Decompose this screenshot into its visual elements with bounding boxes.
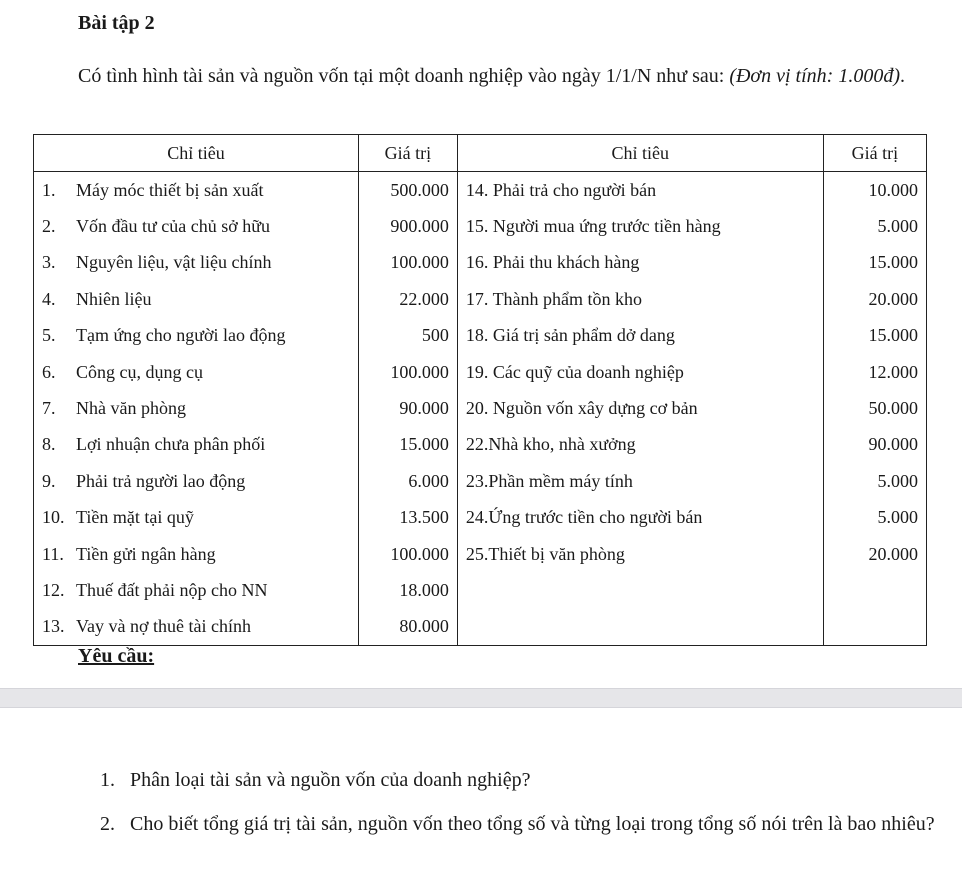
item-name-left: [34, 172, 359, 209]
item-label: Nguyên liệu, vật liệu chính: [76, 252, 272, 273]
item-value-left: 13.500: [358, 500, 457, 536]
item-value-right: 20.000: [823, 281, 926, 317]
item-number: 6.: [42, 361, 56, 382]
item-value-right: 5.000: [823, 463, 926, 499]
item-value-right: 20.000: [823, 536, 926, 572]
item-label: Phải trả người lao động: [76, 470, 246, 491]
item-name-right: 18. Giá trị sản phẩm dở dang: [457, 318, 823, 354]
item-name-left: [34, 427, 359, 463]
item-name-left: [34, 354, 359, 390]
item-label: Công cụ, dụng cụ: [76, 361, 203, 382]
item-name-right: 15. Người mua ứng trước tiền hàng: [457, 208, 823, 244]
item-name-right: 14. Phải trả cho người bán: [457, 172, 823, 209]
item-label: Vay và nợ thuê tài chính: [76, 616, 251, 637]
item-value-right: 10.000: [823, 172, 926, 209]
header-value-2: Giá trị: [823, 135, 926, 172]
item-value-left: 100.000: [358, 536, 457, 572]
table-row: [34, 463, 927, 499]
table-row: [34, 172, 927, 209]
table-row: [34, 281, 927, 317]
intro-text: Có tình hình tài sản và nguồn vốn tại một doanh nghiệp vào ngày 1/1/N như sau:: [78, 65, 730, 87]
intro-paragraph: [78, 55, 948, 97]
item-name-left: [34, 390, 359, 426]
table-row: [34, 572, 927, 608]
item-name-left: [34, 318, 359, 354]
item-label: Nhiên liệu: [76, 288, 152, 309]
question-item: [90, 758, 940, 802]
question-number: 1.: [100, 769, 115, 791]
assets-table: [33, 134, 927, 646]
requirements-list: [90, 758, 940, 846]
item-name-right: 25.Thiết bị văn phòng: [457, 536, 823, 572]
table-row: [34, 245, 927, 281]
table-row: [34, 427, 927, 463]
item-name-right: 19. Các quỹ của doanh nghiệp: [457, 354, 823, 390]
header-item-2: Chỉ tiêu: [457, 135, 823, 172]
item-number: 4.: [42, 288, 56, 309]
item-label: Tiền mặt tại quỹ: [76, 507, 194, 528]
item-value-right: [823, 609, 926, 646]
item-value-left: 15.000: [358, 427, 457, 463]
question-number: 2.: [100, 813, 115, 835]
header-value-1: Giá trị: [358, 135, 457, 172]
item-number: 9.: [42, 470, 56, 491]
unit-note: (Đơn vị tính: 1.000đ): [729, 65, 900, 87]
table-row: [34, 208, 927, 244]
item-name-right: 20. Nguồn vốn xây dựng cơ bản: [457, 390, 823, 426]
item-name-left: [34, 463, 359, 499]
item-value-right: 50.000: [823, 390, 926, 426]
item-label: Lợi nhuận chưa phân phối: [76, 434, 266, 455]
intro-end: .: [899, 65, 905, 87]
item-name-right: 23.Phần mềm máy tính: [457, 463, 823, 499]
item-name-left: [34, 208, 359, 244]
item-value-left: 500.000: [358, 172, 457, 209]
table-row: [34, 390, 927, 426]
table-row: [34, 500, 927, 536]
item-value-right: 15.000: [823, 318, 926, 354]
item-number: 2.: [42, 216, 56, 237]
item-value-right: 12.000: [823, 354, 926, 390]
exercise-title: Bài tập 2: [78, 12, 155, 34]
item-number: 12.: [42, 579, 65, 600]
question-text: Phân loại tài sản và nguồn vốn của doanh nghiệp?: [130, 769, 531, 791]
item-name-right: 22.Nhà kho, nhà xưởng: [457, 427, 823, 463]
table-header-row: [34, 135, 927, 172]
item-name-right: 17. Thành phẩm tồn kho: [457, 281, 823, 317]
requirements-heading: Yêu cầu:: [78, 645, 155, 667]
item-label: Tạm ứng cho người lao động: [76, 325, 286, 346]
page-separator: [0, 688, 962, 708]
item-label: Nhà văn phòng: [76, 398, 186, 419]
question-item: [90, 802, 940, 846]
item-value-left: 80.000: [358, 609, 457, 646]
item-value-right: 90.000: [823, 427, 926, 463]
table-row: [34, 354, 927, 390]
table-row: [34, 536, 927, 572]
item-name-right: [457, 609, 823, 646]
item-value-right: 5.000: [823, 208, 926, 244]
item-label: Thuế đất phải nộp cho NN: [76, 579, 268, 600]
item-value-right: [823, 572, 926, 608]
item-number: 7.: [42, 398, 56, 419]
item-name-right: [457, 572, 823, 608]
item-value-right: 5.000: [823, 500, 926, 536]
item-value-left: 100.000: [358, 245, 457, 281]
item-label: Tiền gửi ngân hàng: [76, 543, 216, 564]
item-value-right: 15.000: [823, 245, 926, 281]
table-body: [34, 172, 927, 646]
item-number: 10.: [42, 507, 65, 528]
item-value-left: 6.000: [358, 463, 457, 499]
item-value-left: 500: [358, 318, 457, 354]
item-number: 3.: [42, 252, 56, 273]
item-value-left: 22.000: [358, 281, 457, 317]
table-row: [34, 318, 927, 354]
item-name-left: [34, 245, 359, 281]
item-label: Vốn đầu tư của chủ sở hữu: [76, 216, 270, 237]
item-name-right: 16. Phải thu khách hàng: [457, 245, 823, 281]
item-label: Máy móc thiết bị sản xuất: [76, 179, 264, 200]
question-text: Cho biết tổng giá trị tài sản, nguồn vốn theo tổng số và từng loại trong tổng số nói trên là bao nhiêu?: [130, 813, 935, 835]
item-name-left: [34, 572, 359, 608]
item-value-left: 18.000: [358, 572, 457, 608]
item-number: 13.: [42, 616, 65, 637]
header-item-1: Chỉ tiêu: [34, 135, 359, 172]
item-name-right: 24.Ứng trước tiền cho người bán: [457, 500, 823, 536]
item-name-left: [34, 536, 359, 572]
item-name-left: [34, 609, 359, 646]
item-name-left: [34, 281, 359, 317]
item-name-left: [34, 500, 359, 536]
item-value-left: 100.000: [358, 354, 457, 390]
item-number: 5.: [42, 325, 56, 346]
item-value-left: 900.000: [358, 208, 457, 244]
item-number: 8.: [42, 434, 56, 455]
item-number: 1.: [42, 179, 56, 200]
table-row: [34, 609, 927, 646]
item-number: 11.: [42, 543, 64, 564]
item-value-left: 90.000: [358, 390, 457, 426]
